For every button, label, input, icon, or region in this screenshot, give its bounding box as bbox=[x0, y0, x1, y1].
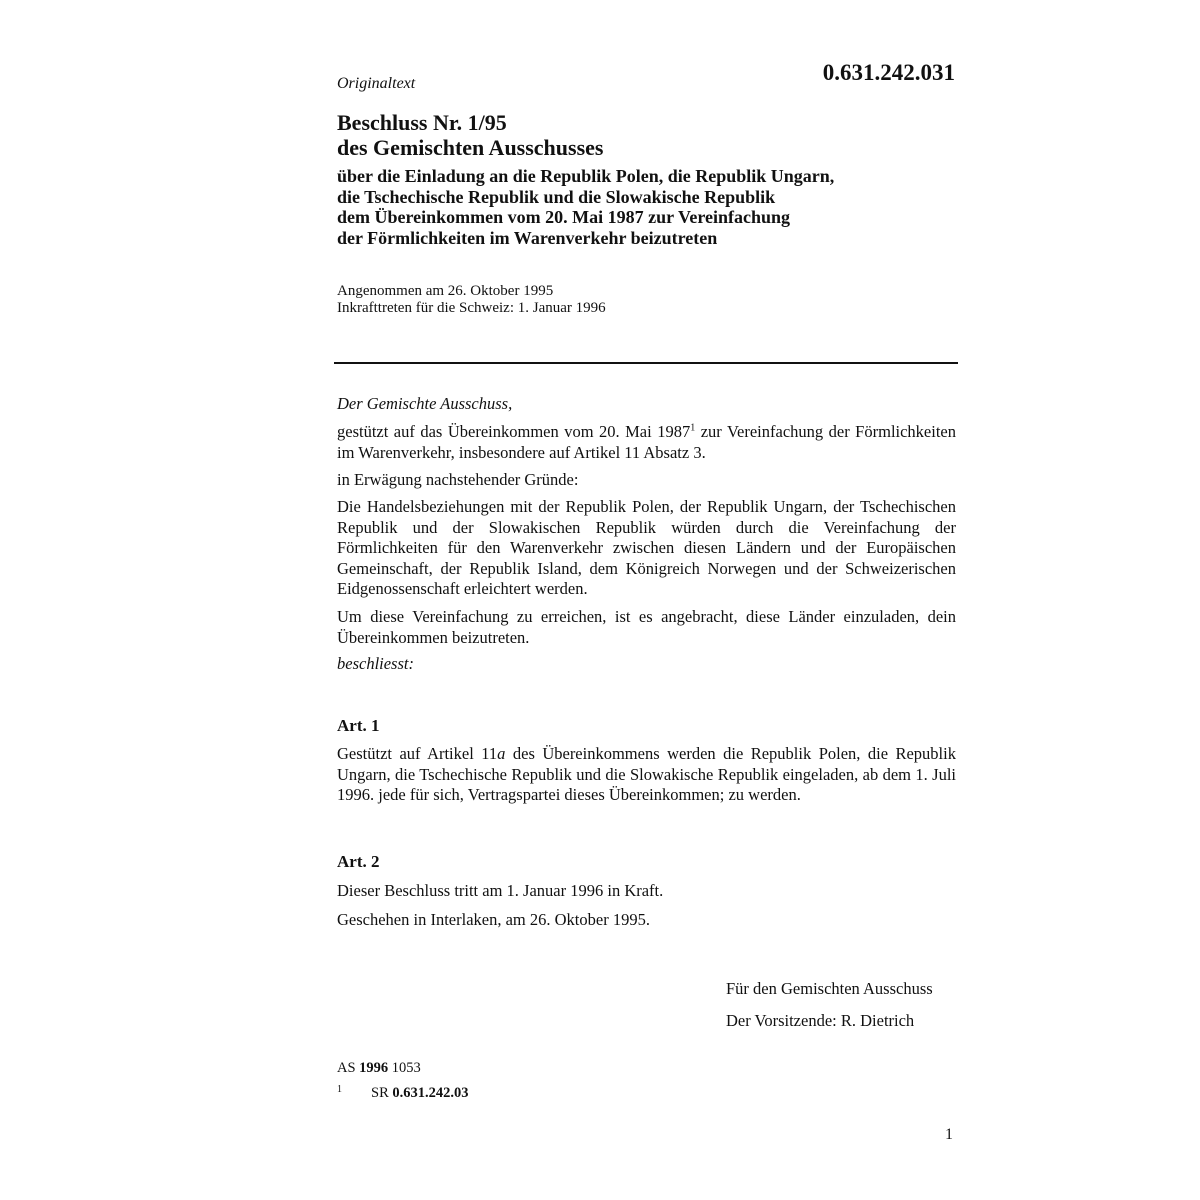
subtitle-line-3: dem Übereinkommen vom 20. Mai 1987 zur Vereinfachung bbox=[337, 207, 790, 227]
subtitle-line-1: über die Einladung an die Republik Polen, die Republik Ungarn, bbox=[337, 166, 835, 186]
considering-paragraph: in Erwägung nachstehender Gründe: bbox=[337, 470, 579, 489]
article-1-text-b: des Übereinkommens werden die Republik Polen, die Republik Ungarn, die Tschechische Republik und die Slowakische Republik eingeladen, ab dem 1. Juli 1996. jede für sich, Vertragspartei dieses Übereinkommen; zu werden. bbox=[337, 744, 956, 804]
title-line-1: Beschluss Nr. 1/95 bbox=[337, 110, 507, 135]
legal-basis-text-b: zur Vereinfachung der Förmlichkeiten im Warenverkehr, insbesondere auf Artikel 11 Absatz 3. bbox=[337, 422, 956, 462]
subtitle-line-4: der Förmlichkeiten im Warenverkehr beizutreten bbox=[337, 227, 718, 248]
signature-line-1: Für den Gemischten Ausschuss bbox=[726, 979, 933, 998]
footnote-sr-reference[interactable]: 0.631.242.03 bbox=[392, 1085, 469, 1101]
header-divider bbox=[334, 362, 958, 364]
legal-basis-paragraph bbox=[337, 422, 956, 463]
page-number: 1 bbox=[945, 1126, 953, 1143]
as-prefix: AS bbox=[337, 1060, 360, 1076]
footnote-reference[interactable]: 1 bbox=[690, 422, 696, 434]
article-1-text bbox=[337, 744, 956, 806]
committee-intro: Der Gemischte Ausschuss, bbox=[337, 394, 513, 413]
decides-label: beschliesst: bbox=[337, 654, 414, 673]
document-subtitle bbox=[337, 166, 957, 248]
as-reference bbox=[337, 1058, 421, 1079]
article-1-text-a: Gestützt auf Artikel 11 bbox=[337, 744, 498, 763]
original-text-label: Originaltext bbox=[337, 75, 416, 92]
article-1-text-italic: a bbox=[497, 744, 506, 763]
article-1-heading: Art. 1 bbox=[337, 716, 380, 735]
as-year: 1996 bbox=[359, 1060, 389, 1076]
adopted-date: Angenommen am 26. Oktober 1995 bbox=[337, 283, 554, 299]
title-line-2: des Gemischten Ausschusses bbox=[337, 135, 604, 160]
article-2-heading: Art. 2 bbox=[337, 852, 380, 871]
subtitle-line-2: die Tschechische Republik und die Slowakische Republik bbox=[337, 186, 776, 207]
as-page: 1053 bbox=[388, 1060, 421, 1076]
reason-paragraph-1: Die Handelsbeziehungen mit der Republik Polen, der Republik Ungarn, der Tschechischen Republik und der Slowakischen Republik würden durch die Vereinfachung der Förmlichkeiten für den Warenverkehr zwischen diesen Ländern und der Europäischen Gemeinschaft, der Republik Island, dem Königreich Norwegen und der Schweizerischen Eidgenossenschaft erleichtert werden. bbox=[337, 497, 956, 598]
footnote-prefix: SR bbox=[371, 1085, 393, 1101]
document-title bbox=[337, 110, 957, 160]
footnote-1 bbox=[337, 1079, 469, 1104]
signature-line-2: Der Vorsitzende: R. Dietrich bbox=[726, 1011, 915, 1030]
sr-number: 0.631.242.031 bbox=[822, 60, 955, 85]
in-force-date: Inkrafttreten für die Schweiz: 1. Januar 1996 bbox=[337, 300, 606, 316]
reason-paragraph-2: Um diese Vereinfachung zu erreichen, ist es angebracht, diese Länder einzuladen, dein Übereinkommen beizutreten. bbox=[337, 607, 956, 647]
done-at-text: Geschehen in Interlaken, am 26. Oktober 1995. bbox=[337, 910, 650, 929]
article-2-text: Dieser Beschluss tritt am 1. Januar 1996 in Kraft. bbox=[337, 881, 664, 900]
adoption-metadata bbox=[337, 283, 957, 317]
footnote-number: 1 bbox=[337, 1084, 342, 1095]
legal-basis-text-a: gestützt auf das Übereinkommen vom 20. Mai 1987 bbox=[337, 422, 691, 441]
